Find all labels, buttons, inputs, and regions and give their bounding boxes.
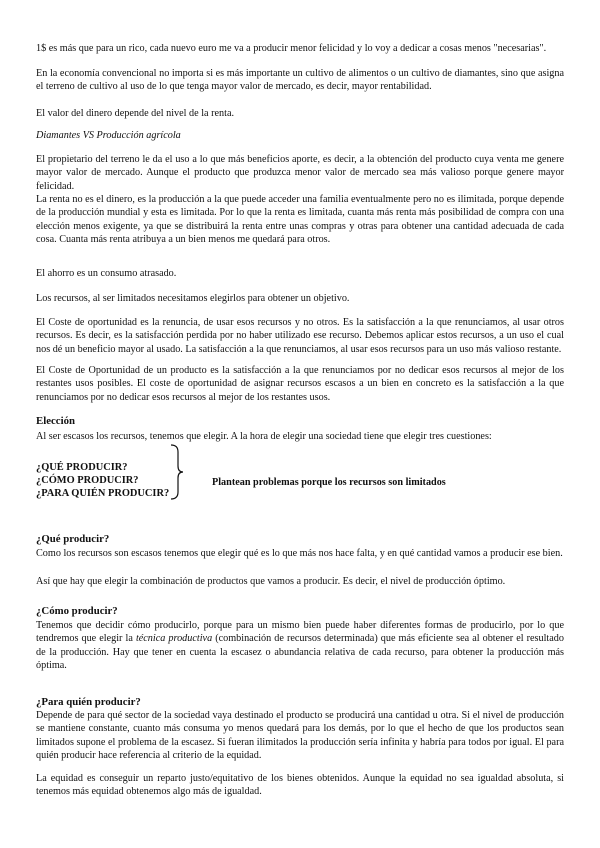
section-heading-como-producir: ¿Cómo producir? (36, 605, 118, 617)
question-que-producir: ¿QUÉ PRODUCIR? (36, 462, 128, 473)
paragraph-economia-convencional: En la economía convencional no importa si es más importante un cultivo de alimentos o un cultivo de diamantes, sino que asigna el terreno de cultivo al uso de lo que tenga mayor valor de mercado, es decir, mayor rentabilidad. (36, 68, 564, 93)
como-text-part-1: Tenemos que decidir cómo producirlo, porque para un mismo bien puede haber diferentes formas de producirlo, por lo que tendremos que elegir la (36, 620, 564, 645)
paragraph-como-producir (36, 619, 564, 673)
question-como-producir: ¿CÓMO PRODUCIR? (36, 475, 139, 486)
como-text-part-2: (combinación de recursos determinada) que más eficiente sea al obtener el resultado de la producción. Hay que tener en cuenta la escasez o abundancia relativa de cada recurso, para obtener la producción más óptima. (36, 633, 564, 672)
paragraph-que-producir-2: Así que hay que elegir la combinación de productos que vamos a producir. Es decir, el nivel de producción óptimo. (36, 576, 506, 587)
paragraph-que-producir-1: Como los recursos son escasos tenemos que elegir qué es lo que más nos hace falta, y en qué cantidad vamos a producir ese bien. (36, 548, 563, 559)
section-heading-para-quien: ¿Para quién producir? (36, 696, 141, 708)
brace-note: Plantean problemas porque los recursos son limitados (212, 477, 446, 488)
paragraph-intro-rico: 1$ es más que para un rico, cada nuevo euro me va a producir menor felicidad y lo voy a dedicar a cosas menos "necesarias". (36, 43, 547, 54)
como-text-italic: técnica productiva (135, 633, 213, 645)
right-brace-icon (170, 444, 184, 500)
paragraph-recursos-limitados: Los recursos, al ser limitados necesitamos elegirlos para obtener un objetivo. (36, 293, 350, 304)
section-heading-que-producir: ¿Qué producir? (36, 533, 110, 545)
paragraph-valor-dinero: El valor del dinero depende del nivel de la renta. (36, 108, 235, 119)
paragraph-propietario-terreno: El propietario del terreno le da el uso a lo que más beneficios aporte, es decir, a la obtención del producto cuya venta me genere mayor valor de mercado. Aunque el producto que produzca menor valor de mercado sea más valioso porque genere mayor felicidad. (36, 154, 564, 192)
paragraph-para-quien-1: Depende de para qué sector de la sociedad vaya destinado el producto se producirá una cantidad u otra. Si el nivel de producción se mantiene constante, cuanto más consuma yo menos quedará para los demás, por lo que el hecho de que los productos sean limitados supone el problema de la escasez. Si fueran ilimitados la producción sería infinita y habría para todos por igual. El para quién producir hace referencia al criterio de la equidad. (36, 710, 564, 762)
section-heading-diamantes: Diamantes VS Producción agrícola (36, 130, 181, 141)
question-para-quien-producir: ¿PARA QUIÉN PRODUCIR? (36, 488, 170, 499)
paragraph-ahorro: El ahorro es un consumo atrasado. (36, 268, 177, 279)
paragraph-renta: La renta no es el dinero, es la producción a la que puede acceder una familia eventualmente pero no es ilimitada, porque depende de la producción mundial y esta es limitada. Por lo que la renta es limitada, cuanta más renta más posibilidad de compra con una elección menos exigente, ya que se distribuirá la renta entre unas compras y otras para obtener una cantidad adecuada de cada cosa. Cuanta más renta atribuya a un bien menos me quedará para otros. (36, 194, 564, 246)
paragraph-equidad: La equidad es conseguir un reparto justo/equitativo de los bienes obtenidos. Aunque la equidad no sea igualdad absoluta, si tenemos más equidad obtenemos algo más de igualdad. (36, 773, 564, 798)
paragraph-coste-oportunidad-producto: El Coste de Oportunidad de un producto es la satisfacción a la que renunciamos por no dedicar esos recursos al mejor de los restantes usos posibles. El coste de oportunidad de asignar recursos escasos a un bien en concreto es la satisfacción a la que renunciamos por no dedicar esos recursos al mejor de los restantes usos. (36, 365, 564, 403)
paragraph-coste-oportunidad: El Coste de oportunidad es la renuncia, de usar esos recursos y no otros. Es la satisfacción a la que renunciamos, al usar otros recursos. Es decir, es la satisfacción perdida por no haber utilizado ese recurso. Debemos aplicar estos recursos, a un uso el cual nos dé un beneficio mayor al usado. La satisfacción a la que renunciamos, al usar esos recursos para un uso más valioso restante. (36, 317, 564, 355)
section-heading-eleccion: Elección (36, 415, 75, 427)
paragraph-eleccion-intro: Al ser escasos los recursos, tenemos que elegir. A la hora de elegir una sociedad tiene que elegir tres cuestiones: (36, 431, 492, 442)
